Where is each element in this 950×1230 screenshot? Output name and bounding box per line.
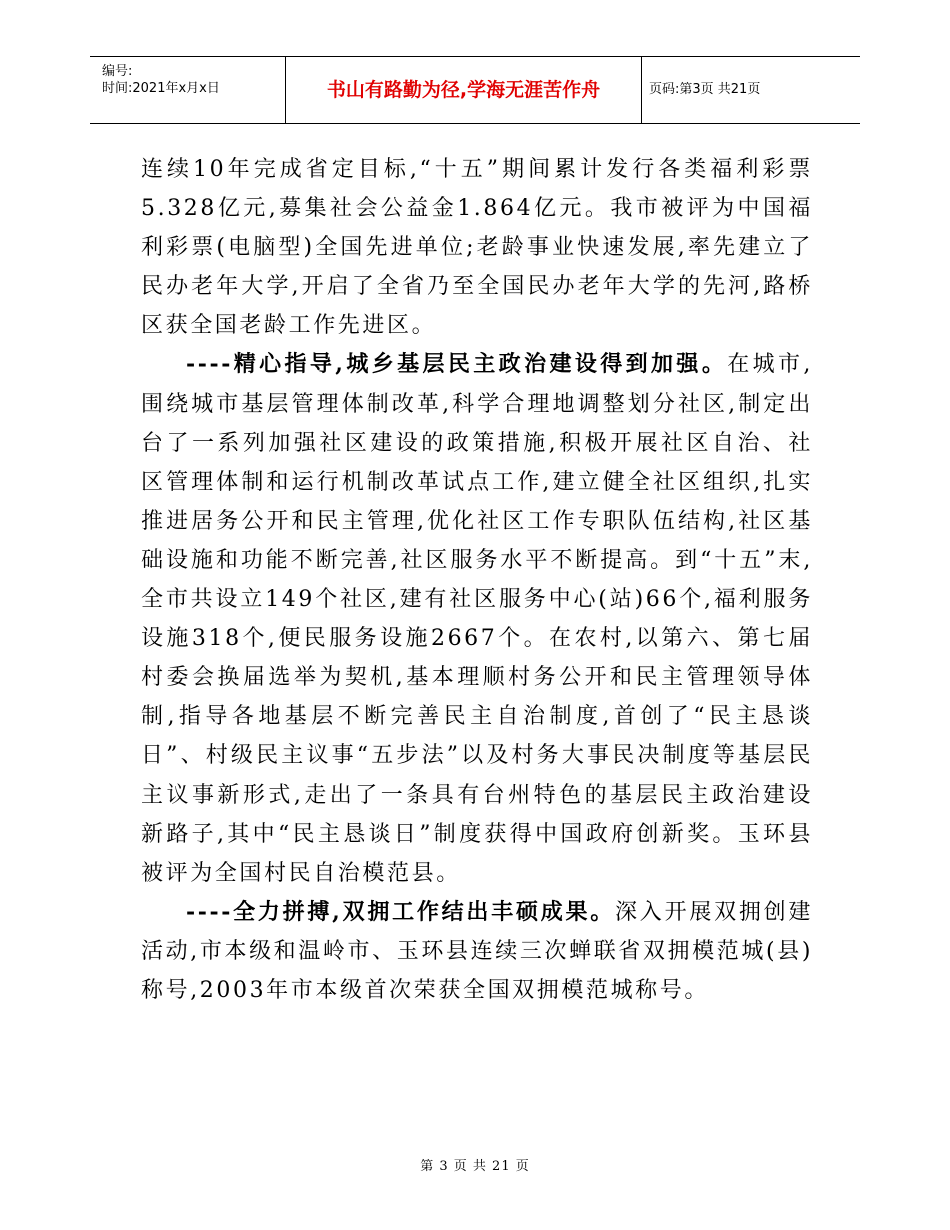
header-number-label: 编号: (102, 64, 133, 79)
header-meta (90, 57, 285, 123)
page-footer: 第 3 页 共 21 页 (420, 1159, 530, 1174)
header-motto: 书山有路勤为径,学海无涯苦作舟 (285, 57, 642, 123)
page-header (90, 56, 860, 124)
paragraph-2 (141, 345, 813, 892)
header-page-info: 页码:第3页 共21页 (649, 82, 761, 97)
paragraph-3 (141, 893, 813, 1010)
paragraph-3-text: 深入开展双拥创建活动,市本级和温岭市、玉环县连续三次蝉联省双拥模范城(县)称号,2003年市本级首次荣获全国双拥模范城称号。 (141, 899, 813, 1003)
paragraph-2-text: 在城市,围绕城市基层管理体制改革,科学合理地调整划分社区,制定出台了一系列加强社区建设的政策措施,积极开展社区自治、社区管理体制和运行机制改革试点工作,建立健全社区组织,扎实推进居务公开和民主管理,优化社区工作专职队伍结构,社区基础设施和功能不断完善,社区服务水平不断提高。到“十五”末,全市共设立149个社区,建有社区服务中心(站)66个,福利服务设施318个,便民服务设施2667个。在农村,以第六、第七届村委会换届选举为契机,基本理顺村务公开和民主管理领导体制,指导各地基层不断完善民主自治制度,首创了“民主恳谈日”、村级民主议事“五步法”以及村务大事民决制度等基层民主议事新形式,走出了一条具有台州特色的基层民主政治建设新路子,其中“民主恳谈日”制度获得中国政府创新奖。玉环县被评为全国村民自治模范县。 (141, 352, 813, 886)
paragraph-2-heading: ----精心指导,城乡基层民主政治建设得到加强。 (186, 351, 728, 378)
paragraph-3-heading: ----全力拼搏,双拥工作结出丰硕成果。 (186, 898, 616, 925)
paragraph-1: 连续10年完成省定目标,“十五”期间累计发行各类福利彩票5.328亿元,募集社会公益金1.864亿元。我市被评为中国福利彩票(电脑型)全国先进单位;老龄事业快速发展,率先建立了民办老年大学,开启了全省乃至全国民办老年大学的先河,路桥区获全国老龄工作先进区。 (141, 157, 813, 339)
document-body (141, 150, 813, 1010)
header-time-label: 时间:2021年x月x日 (102, 81, 220, 96)
